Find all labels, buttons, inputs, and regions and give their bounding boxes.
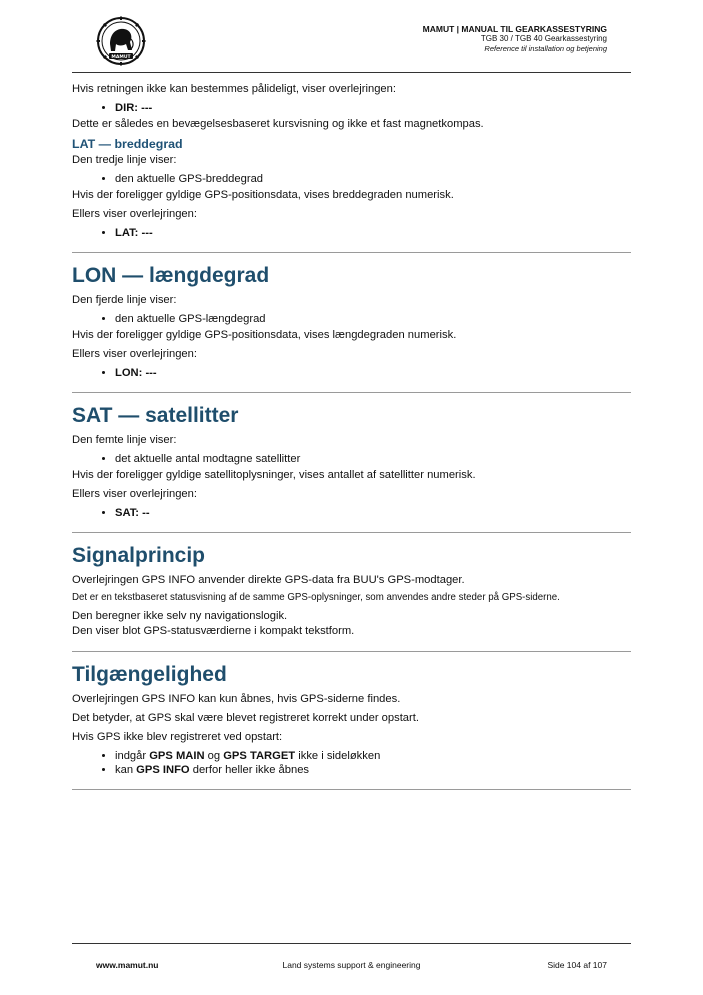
lat-paragraph-3: Ellers viser overlejringen:: [72, 208, 197, 220]
lat-paragraph-1: Den tredje linje viser:: [72, 154, 177, 166]
section-divider: [72, 789, 631, 790]
page-header: [72, 14, 631, 73]
footer-tagline: Land systems support & engineering: [282, 960, 421, 970]
intro-paragraph-2: Dette er således en bevægelsesbaseret kursvisning og ikke et fast magnetkompas.: [72, 118, 484, 130]
header-text: [423, 24, 607, 53]
lat-list-2: [72, 226, 631, 240]
availability-list: [72, 749, 631, 777]
footer-page-number: Side 104 af 107: [547, 960, 607, 970]
sat-list-2: [72, 506, 631, 520]
availability-paragraph-1: Overlejringen GPS INFO kan kun åbnes, hvis GPS-siderne findes.: [72, 693, 401, 705]
list-item: [115, 749, 631, 763]
text-run: ikke i sideløkken: [295, 750, 381, 762]
section-divider: [72, 651, 631, 652]
list-item: • den aktuelle GPS-længdegrad: [115, 312, 631, 326]
signal-heading: Signalprincip: [72, 544, 206, 567]
mamut-logo-icon: [96, 16, 146, 66]
footer-website: www.mamut.nu: [96, 960, 159, 970]
signal-paragraph-1: Overlejringen GPS INFO anvender direkte GPS-data fra BUU's GPS-modtager.: [72, 574, 465, 586]
document-title: MAMUT | MANUAL TIL GEARKASSESTYRING: [422, 24, 607, 34]
intro-paragraph-1: Hvis retningen ikke kan bestemmes pålideligt, viser overlejringen:: [72, 83, 396, 95]
sat-paragraph-2: Hvis der foreligger gyldige satellitoplysninger, vises antallet af satellitter numerisk.: [72, 469, 476, 481]
section-divider: [72, 252, 631, 253]
list-item: • LON: ---: [115, 366, 631, 380]
text-run: indgår: [115, 750, 150, 762]
sat-paragraph-3: Ellers viser overlejringen:: [72, 488, 197, 500]
list-item: • det aktuelle antal modtagne satellitter: [115, 452, 631, 466]
intro-list: [72, 101, 631, 115]
gps-main-term: GPS MAIN: [149, 750, 205, 762]
lon-paragraph-1: Den fjerde linje viser:: [72, 294, 177, 306]
sat-heading: SAT — satellitter: [72, 404, 239, 427]
gps-info-term: GPS INFO: [136, 764, 190, 776]
section-divider: [72, 392, 631, 393]
lon-paragraph-2: Hvis der foreligger gyldige GPS-positionsdata, vises længdegraden numerisk.: [72, 329, 457, 341]
logo-wordmark: MAMUT: [111, 54, 131, 60]
lat-list-1: [72, 172, 631, 186]
list-item: • SAT: --: [115, 506, 631, 520]
lat-heading: LAT — breddegrad: [72, 137, 183, 151]
list-item: • LAT: ---: [115, 226, 631, 240]
lon-paragraph-3: Ellers viser overlejringen:: [72, 348, 197, 360]
availability-paragraph-3: Hvis GPS ikke blev registreret ved opstart:: [72, 731, 283, 743]
page-footer: [72, 943, 631, 974]
text-run: og: [204, 750, 224, 762]
section-divider: [72, 532, 631, 533]
text-run: derfor heller ikke åbnes: [189, 764, 310, 776]
signal-paragraph-4: Den viser blot GPS-statusværdierne i kompakt tekstform.: [72, 625, 355, 637]
availability-heading: Tilgængelighed: [72, 663, 227, 686]
sat-paragraph-1: Den femte linje viser:: [72, 434, 177, 446]
list-item: • DIR: ---: [115, 101, 631, 115]
page-content: [72, 82, 631, 790]
lon-list-2: [72, 366, 631, 380]
text-run: kan: [115, 764, 137, 776]
gps-target-term: GPS TARGET: [223, 750, 296, 762]
signal-paragraph-3: Den beregner ikke selv ny navigationslogik.: [72, 610, 288, 622]
availability-paragraph-2: Det betyder, at GPS skal være blevet registreret korrekt under opstart.: [72, 712, 419, 724]
signal-paragraph-2: Det er en tekstbaseret statusvisning af de samme GPS-oplysninger, som anvendes andre steder på GPS-siderne.: [72, 592, 560, 603]
lon-list-1: [72, 312, 631, 326]
sat-list-1: [72, 452, 631, 466]
document-reference: Reference til installation og betjening: [484, 43, 607, 53]
lat-paragraph-2: Hvis der foreligger gyldige GPS-positionsdata, vises breddegraden numerisk.: [72, 189, 454, 201]
lon-heading: LON — længdegrad: [72, 264, 270, 287]
document-subtitle: TGB 30 / TGB 40 Gearkassestyring: [480, 34, 607, 44]
list-item: [115, 763, 631, 777]
list-item: • den aktuelle GPS-breddegrad: [115, 172, 631, 186]
